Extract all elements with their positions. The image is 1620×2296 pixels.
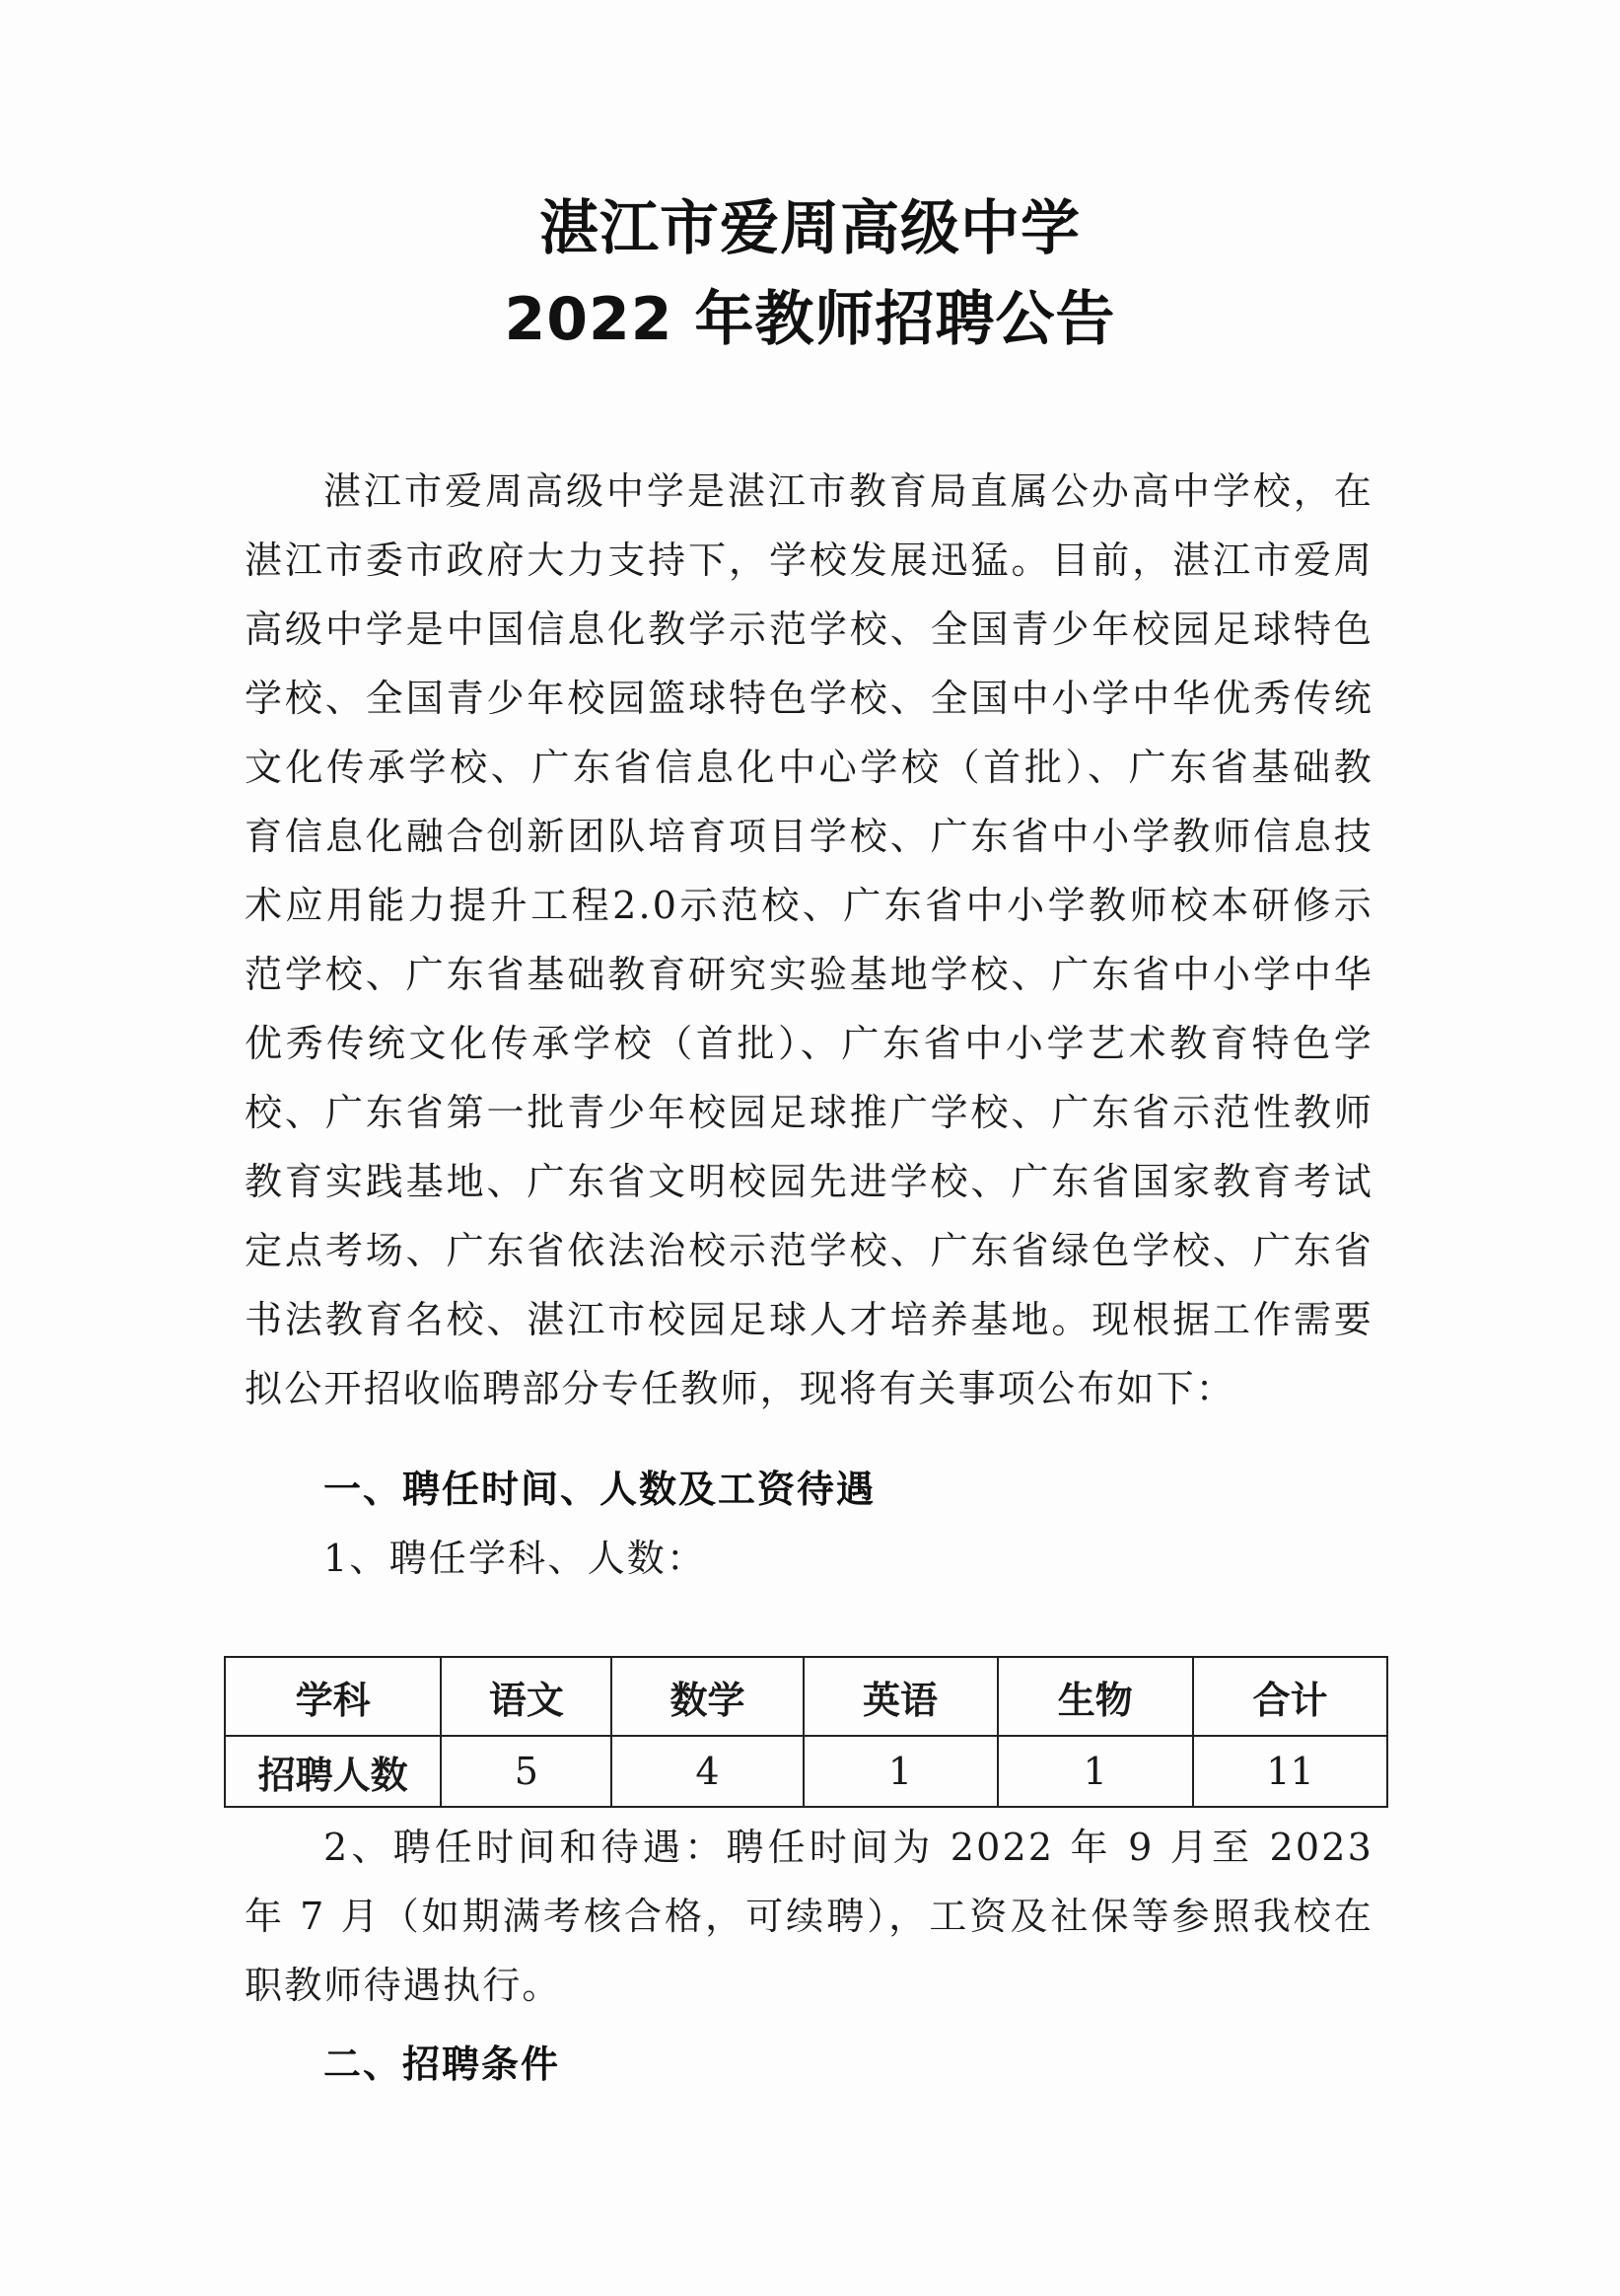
intro-section — [245, 457, 1373, 1423]
table-row-label: 招聘人数 — [225, 1736, 441, 1807]
recruitment-quota-table — [224, 1656, 1388, 1808]
table-header-row — [225, 1657, 1387, 1736]
table-header-cell: 语文 — [441, 1657, 611, 1736]
item2-text: 2、聘任时间和待遇：聘任时间为 2022 年 9 月至 2023 年 7 月（如期满考核合格，可续聘），工资及社保等参照我校在职教师待遇执行。 — [245, 1826, 1373, 2007]
document-title-line2: 2022 年教师招聘公告 — [504, 285, 1116, 354]
intro-paragraph: 湛江市爱周高级中学是湛江市教育局直属公办高中学校，在湛江市委市政府大力支持下，学校发展迅猛。目前，湛江市爱周高级中学是中国信息化教学示范学校、全国青少年校园足球特色学校、全国青少年校园篮球特色学校、全国中小学中华优秀传统文化传承学校、广东省信息化中心学校（首批）、广东省基础教育信息化融合创新团队培育项目学校、广东省中小学教师信息技术应用能力提升工程2.0示范校、广东省中小学教师校本研修示范学校、广东省基础教育研究实验基地学校、广东省中小学中华优秀传统文化传承学校（首批）、广东省中小学艺术教育特色学校、广东省第一批青少年校园足球推广学校、广东省示范性教师教育实践基地、广东省文明校园先进学校、广东省国家教育考试定点考场、广东省依法治校示范学校、广东省绿色学校、广东省书法教育名校、湛江市校园足球人才培养基地。现根据工作需要拟公开招收临聘部分专任教师，现将有关事项公布如下： — [245, 469, 1373, 1410]
document-title-line1: 湛江市爱周高级中学 — [539, 194, 1081, 263]
table-cell: 11 — [1193, 1736, 1387, 1807]
table-row — [225, 1736, 1387, 1807]
item2-section — [245, 1813, 1373, 2020]
table-cell: 1 — [804, 1736, 998, 1807]
section1-heading: 一、聘任时间、人数及工资待遇 — [323, 1468, 877, 1511]
table-header-cell: 英语 — [804, 1657, 998, 1736]
table-cell: 1 — [998, 1736, 1193, 1807]
table-cell: 4 — [611, 1736, 803, 1807]
table-header-cell: 合计 — [1193, 1657, 1387, 1736]
table-header-cell: 数学 — [611, 1657, 803, 1736]
item1-text: 1、聘任学科、人数： — [323, 1537, 707, 1580]
table-header-cell: 生物 — [998, 1657, 1193, 1736]
section2-heading: 二、招聘条件 — [323, 2043, 561, 2086]
table-cell: 5 — [441, 1736, 611, 1807]
table-header-cell: 学科 — [225, 1657, 441, 1736]
